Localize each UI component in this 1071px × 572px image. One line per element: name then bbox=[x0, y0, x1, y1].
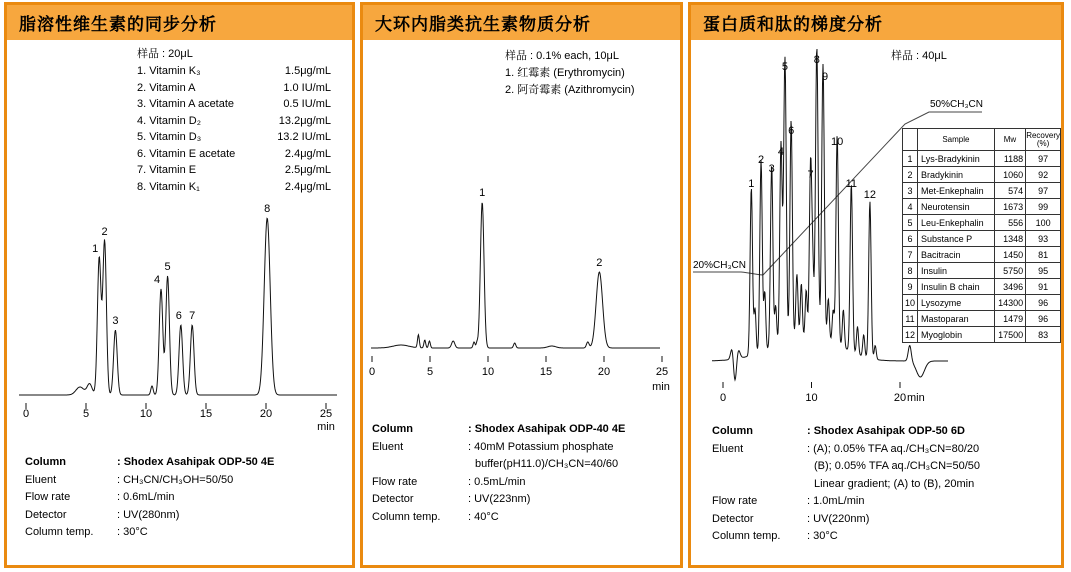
panel-title: 脂溶性维生素的同步分析 bbox=[7, 5, 352, 40]
mw-value: 17500 bbox=[994, 327, 1025, 343]
axis-tick-label: 0 bbox=[22, 408, 30, 420]
panel-proteins-peptides bbox=[688, 2, 1064, 568]
compound-name: 4. Vitamin D₂ bbox=[137, 114, 201, 127]
condition-value: : 1.0mL/min bbox=[807, 495, 865, 507]
table-row bbox=[903, 247, 1061, 263]
compound-name: 7. Vitamin E bbox=[137, 164, 197, 176]
sample-item bbox=[137, 129, 331, 146]
condition-row bbox=[712, 528, 1057, 546]
analysis-conditions bbox=[25, 454, 345, 542]
sample-name: Bacitracin bbox=[918, 247, 995, 263]
table-row bbox=[903, 215, 1061, 231]
peak-number: 10 bbox=[903, 295, 918, 311]
peak-label: 6 bbox=[175, 310, 182, 322]
condition-value: : Shodex Asahipak ODP-50 4E bbox=[117, 456, 275, 468]
sample-item bbox=[505, 82, 635, 99]
chromatogram-antibiotics bbox=[363, 180, 680, 415]
sample-name: Met-Enkephalin bbox=[918, 183, 995, 199]
table-row bbox=[903, 279, 1061, 295]
mw-value: 5750 bbox=[994, 263, 1025, 279]
condition-value: : CH₃CN/CH₃OH=50/50 bbox=[117, 473, 234, 486]
gradient-start-label: 20%CH₃CN bbox=[693, 260, 746, 271]
sample-name: Bradykinin bbox=[918, 167, 995, 183]
mw-value: 1673 bbox=[994, 199, 1025, 215]
condition-row bbox=[712, 441, 1057, 459]
recovery-value: 96 bbox=[1026, 311, 1061, 327]
compound-name: 2. Vitamin A bbox=[137, 81, 196, 94]
condition-value: : 40mM Potassium phosphate bbox=[468, 440, 614, 453]
peak-number: 2 bbox=[903, 167, 918, 183]
axis-tick-label: 25 bbox=[655, 366, 669, 378]
condition-row bbox=[372, 439, 677, 457]
condition-row bbox=[372, 456, 677, 474]
condition-row bbox=[25, 472, 345, 490]
condition-row bbox=[712, 493, 1057, 511]
condition-value: buffer(pH11.0)/CH₃CN=40/60 bbox=[475, 458, 619, 470]
condition-label: Eluent bbox=[372, 440, 404, 453]
mw-value: 556 bbox=[994, 215, 1025, 231]
mw-value: 1450 bbox=[994, 247, 1025, 263]
peak-number: 4 bbox=[903, 199, 918, 215]
peak-label: 3 bbox=[768, 163, 775, 175]
condition-label: Eluent bbox=[25, 473, 57, 486]
condition-label: Column bbox=[372, 423, 413, 435]
peak-number: 12 bbox=[903, 327, 918, 343]
sample-volume-label: 样品 : 40μL bbox=[891, 50, 947, 62]
sample-item bbox=[137, 162, 331, 179]
condition-label bbox=[712, 476, 807, 494]
sample-name: Neurotensin bbox=[918, 199, 995, 215]
peak-label: 11 bbox=[845, 178, 858, 190]
condition-label: Column bbox=[712, 425, 753, 437]
recovery-value: 96 bbox=[1026, 295, 1061, 311]
condition-row bbox=[372, 474, 677, 492]
condition-value: : 30°C bbox=[807, 530, 838, 542]
axis-tick-label: 20 bbox=[259, 408, 273, 420]
mw-value: 574 bbox=[994, 183, 1025, 199]
sample-item bbox=[137, 146, 331, 163]
condition-row bbox=[712, 423, 1057, 441]
table-row bbox=[903, 311, 1061, 327]
peak-label: 10 bbox=[831, 136, 844, 148]
axis-unit-label: min bbox=[652, 381, 670, 393]
axis-tick-label: 0 bbox=[719, 392, 727, 404]
table-row bbox=[903, 183, 1061, 199]
sample-name: Myoglobin bbox=[918, 327, 995, 343]
condition-row bbox=[712, 476, 1057, 494]
peak-label: 2 bbox=[757, 154, 765, 166]
peak-label: 8 bbox=[264, 203, 271, 215]
condition-label: Detector bbox=[25, 508, 67, 521]
compound-concentration: 13.2 IU/mL bbox=[277, 131, 331, 143]
sample-name: Lysozyme bbox=[918, 295, 995, 311]
peak-number: 6 bbox=[903, 231, 918, 247]
mw-value: 1479 bbox=[994, 311, 1025, 327]
recovery-value: 93 bbox=[1026, 231, 1061, 247]
table-row bbox=[903, 327, 1061, 343]
recovery-value: 97 bbox=[1026, 151, 1061, 167]
recovery-value: 100 bbox=[1026, 215, 1061, 231]
mw-value: 3496 bbox=[994, 279, 1025, 295]
compound-concentration: 2.4μg/mL bbox=[284, 180, 331, 193]
mw-value: 1348 bbox=[994, 231, 1025, 247]
peak-number: 1 bbox=[903, 151, 918, 167]
peak-label: 1 bbox=[479, 187, 486, 199]
peak-label: 5 bbox=[164, 261, 171, 273]
condition-row bbox=[25, 489, 345, 507]
sample-item bbox=[137, 96, 331, 113]
compound-concentration: 13.2μg/mL bbox=[278, 114, 331, 127]
condition-value: : UV(223nm) bbox=[468, 493, 531, 505]
condition-label: Column temp. bbox=[372, 510, 441, 523]
condition-label: Column bbox=[25, 456, 66, 468]
condition-value: : 30°C bbox=[117, 526, 148, 538]
axis-tick-label: 5 bbox=[426, 366, 434, 378]
condition-label: Column temp. bbox=[25, 526, 94, 538]
compound-name: 6. Vitamin E acetate bbox=[137, 147, 236, 160]
compound-name: 5. Vitamin D₃ bbox=[137, 131, 202, 143]
condition-label: Eluent bbox=[712, 442, 744, 455]
table-header-cell bbox=[903, 129, 918, 151]
condition-value: : (A); 0.05% TFA aq./CH₃CN=80/20 bbox=[807, 442, 980, 455]
axis-tick-label: 15 bbox=[539, 366, 553, 378]
peak-number: 8 bbox=[903, 263, 918, 279]
sample-name: Substance P bbox=[918, 231, 995, 247]
axis-tick-label: 25 bbox=[319, 408, 333, 420]
condition-row bbox=[712, 511, 1057, 529]
peak-label: 12 bbox=[863, 189, 877, 201]
axis-tick-label: 10 bbox=[805, 392, 818, 404]
peak-number: 11 bbox=[903, 311, 918, 327]
condition-value: Linear gradient; (A) to (B), 20min bbox=[814, 477, 975, 490]
condition-row bbox=[372, 509, 677, 527]
table-header-row bbox=[903, 129, 1061, 151]
compound-name: 1. Vitamin K₃ bbox=[137, 65, 201, 77]
compound-concentration: 1.5μg/mL bbox=[284, 65, 331, 77]
axis-tick-label: 0 bbox=[368, 366, 376, 378]
compound-concentration: 1.0 IU/mL bbox=[283, 81, 331, 94]
condition-row bbox=[25, 524, 345, 542]
peak-label: 1 bbox=[748, 178, 755, 190]
compound-name: 2. 阿奇霉素 (Azithromycin) bbox=[505, 83, 635, 96]
sample-volume-label: 样品 : 20μL bbox=[137, 48, 193, 60]
condition-row bbox=[25, 507, 345, 525]
condition-row bbox=[25, 454, 345, 472]
condition-label bbox=[712, 458, 807, 476]
panel-fat-soluble-vitamins bbox=[4, 2, 355, 568]
chromatogram-vitamins bbox=[7, 200, 352, 440]
sample-name: Lys-Bradykinin bbox=[918, 151, 995, 167]
peak-label: 3 bbox=[112, 315, 119, 327]
table-header-cell: Sample bbox=[918, 129, 995, 151]
peak-label: 4 bbox=[777, 146, 785, 158]
condition-label bbox=[372, 456, 468, 474]
mw-value: 1060 bbox=[994, 167, 1025, 183]
peak-number: 3 bbox=[903, 183, 918, 199]
condition-value: : UV(220nm) bbox=[807, 512, 870, 525]
sample-name: Insulin bbox=[918, 263, 995, 279]
table-row bbox=[903, 199, 1061, 215]
condition-row bbox=[712, 458, 1057, 476]
sample-item bbox=[137, 80, 331, 97]
peak-number: 7 bbox=[903, 247, 918, 263]
recovery-value: 95 bbox=[1026, 263, 1061, 279]
sample-name: Insulin B chain bbox=[918, 279, 995, 295]
peak-label: 2 bbox=[101, 226, 108, 238]
condition-value: : Shodex Asahipak ODP-40 4E bbox=[468, 423, 626, 435]
sample-name: Mastoparan bbox=[918, 311, 995, 327]
compound-name: 8. Vitamin K₁ bbox=[137, 180, 200, 193]
sample-item bbox=[137, 63, 331, 80]
axis-tick-label: 10 bbox=[481, 366, 495, 378]
recovery-value: 81 bbox=[1026, 247, 1061, 263]
mw-value: 1188 bbox=[994, 151, 1025, 167]
sample-item bbox=[137, 179, 331, 196]
table-header-cell: Mw bbox=[994, 129, 1025, 151]
compound-name: 3. Vitamin A acetate bbox=[137, 98, 235, 110]
recovery-value: 97 bbox=[1026, 183, 1061, 199]
peak-label: 5 bbox=[781, 61, 789, 73]
recovery-value: 92 bbox=[1026, 167, 1061, 183]
recovery-value: 83 bbox=[1026, 327, 1061, 343]
table-row bbox=[903, 167, 1061, 183]
table-row bbox=[903, 151, 1061, 167]
chromatogram-trace bbox=[19, 218, 337, 395]
condition-label: Flow rate bbox=[25, 491, 71, 503]
condition-value: : Shodex Asahipak ODP-50 6D bbox=[807, 425, 965, 437]
axis-tick-label: 5 bbox=[82, 408, 90, 420]
condition-value: : UV(280nm) bbox=[117, 508, 180, 521]
condition-row bbox=[372, 421, 677, 439]
table-row bbox=[903, 295, 1061, 311]
axis-unit-label: min bbox=[317, 421, 335, 433]
axis-tick-label: 15 bbox=[199, 408, 213, 420]
condition-label: Detector bbox=[372, 493, 414, 505]
peak-label: 1 bbox=[92, 243, 99, 255]
peak-label: 7 bbox=[189, 310, 196, 322]
mw-value: 14300 bbox=[994, 295, 1025, 311]
analysis-conditions bbox=[712, 423, 1057, 546]
recovery-value: 91 bbox=[1026, 279, 1061, 295]
condition-value: : 0.6mL/min bbox=[117, 491, 175, 503]
table-row bbox=[903, 231, 1061, 247]
axis-unit-label: min bbox=[907, 392, 925, 404]
sample-annotation bbox=[137, 46, 331, 195]
table-row bbox=[903, 263, 1061, 279]
peak-label: 4 bbox=[153, 274, 161, 286]
recovery-value: 99 bbox=[1026, 199, 1061, 215]
condition-value: : 40°C bbox=[468, 510, 499, 523]
sample-name: Leu-Enkephalin bbox=[918, 215, 995, 231]
axis-tick-label: 20 bbox=[893, 392, 907, 404]
table-header-cell: Recovery (%) bbox=[1026, 129, 1061, 151]
recovery-table bbox=[902, 128, 1061, 343]
analysis-conditions bbox=[372, 421, 677, 526]
condition-row bbox=[372, 491, 677, 509]
gradient-end-label: 50%CH₃CN bbox=[930, 99, 983, 110]
peak-label: 2 bbox=[596, 257, 603, 269]
peak-number: 5 bbox=[903, 215, 918, 231]
condition-label: Flow rate bbox=[712, 495, 758, 507]
peak-label: 9 bbox=[821, 71, 829, 83]
sample-compound-list bbox=[505, 65, 635, 98]
peak-number: 9 bbox=[903, 279, 918, 295]
panel-title: 蛋白质和肽的梯度分析 bbox=[691, 5, 1061, 40]
axis-tick-label: 10 bbox=[139, 408, 153, 420]
sample-annotation bbox=[505, 48, 635, 98]
sample-item bbox=[505, 65, 635, 82]
sample-annotation bbox=[891, 48, 947, 65]
condition-label: Column temp. bbox=[712, 530, 781, 542]
condition-label: Flow rate bbox=[372, 475, 418, 488]
chromatogram-trace bbox=[371, 203, 660, 348]
compound-concentration: 0.5 IU/mL bbox=[283, 98, 331, 110]
panel-title: 大环内脂类抗生素物质分析 bbox=[363, 5, 680, 40]
compound-concentration: 2.5μg/mL bbox=[284, 164, 331, 176]
peak-label: 8 bbox=[813, 54, 820, 66]
sample-compound-list bbox=[137, 63, 331, 195]
peak-label: 7 bbox=[807, 169, 814, 181]
axis-tick-label: 20 bbox=[597, 366, 611, 378]
compound-name: 1. 红霉素 (Erythromycin) bbox=[505, 67, 625, 79]
compound-concentration: 2.4μg/mL bbox=[284, 147, 331, 160]
peak-label: 6 bbox=[788, 125, 795, 137]
sample-volume-label: 样品 : 0.1% each, 10μL bbox=[505, 50, 619, 62]
panel-macrolide-antibiotics bbox=[360, 2, 683, 568]
condition-value: : 0.5mL/min bbox=[468, 475, 526, 488]
condition-label: Detector bbox=[712, 512, 754, 525]
condition-value: (B); 0.05% TFA aq./CH₃CN=50/50 bbox=[814, 460, 980, 472]
sample-item bbox=[137, 113, 331, 130]
